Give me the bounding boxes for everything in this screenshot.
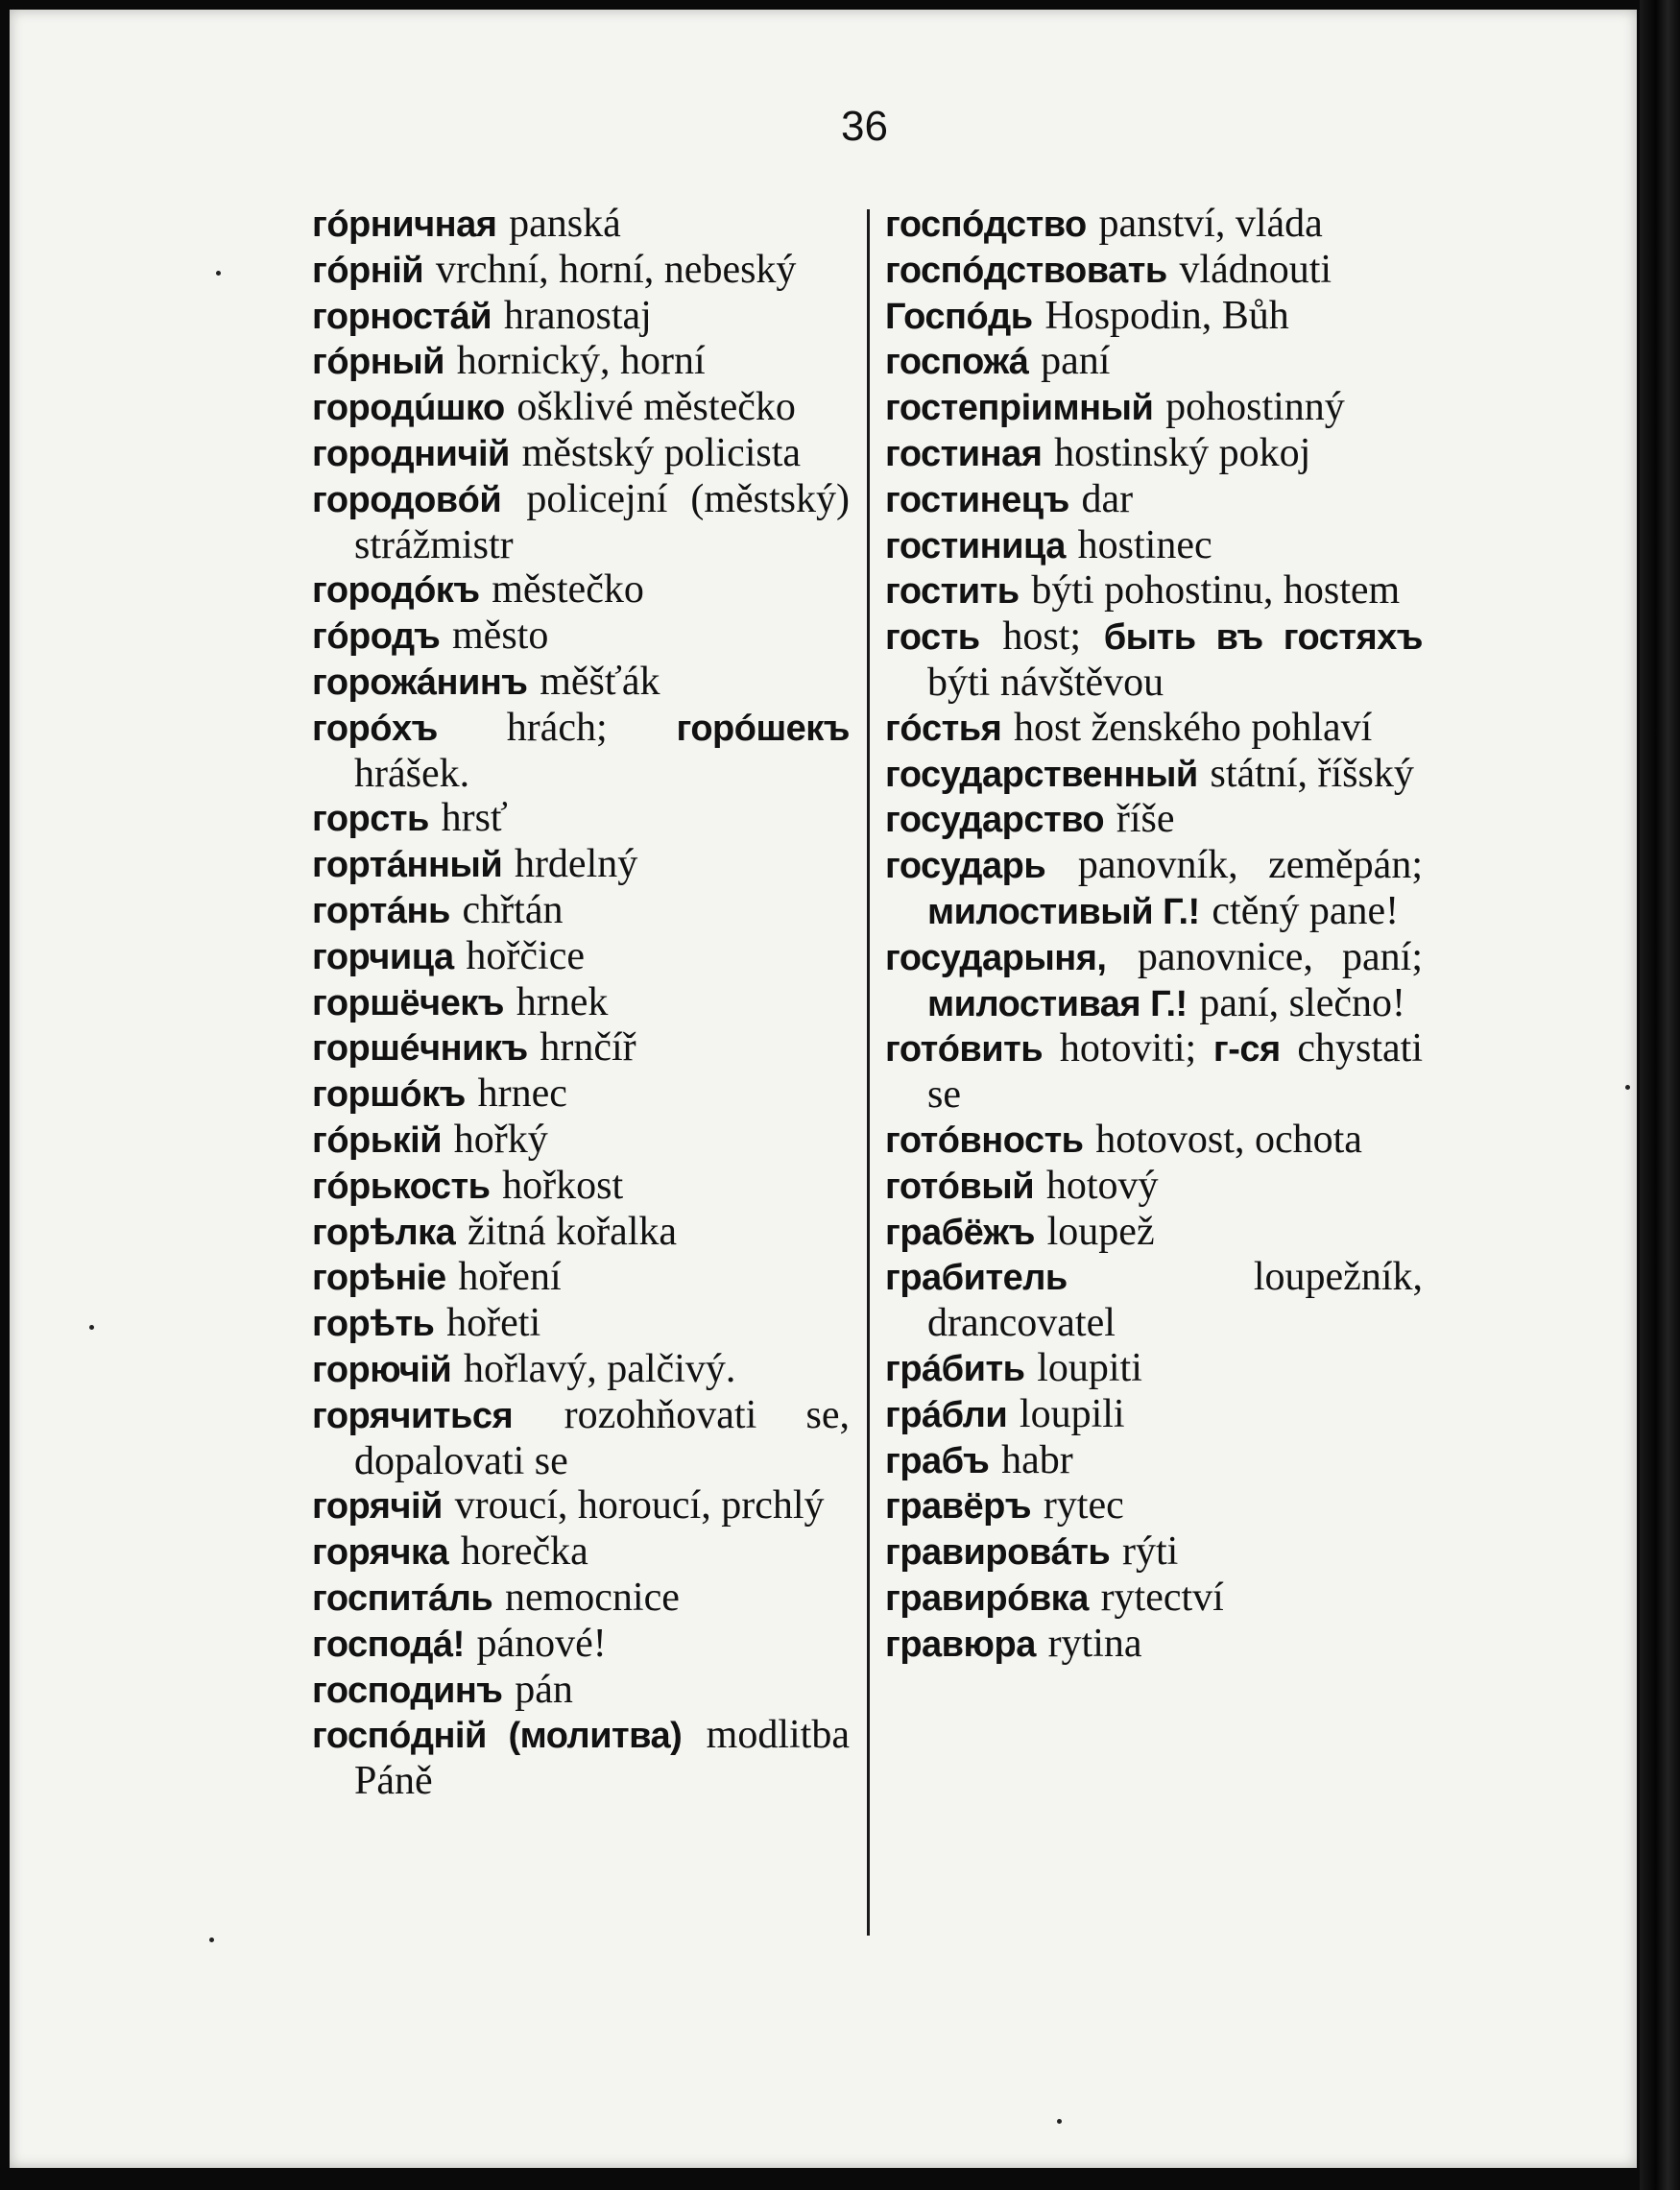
entry-definition: dar bbox=[1081, 476, 1134, 521]
dictionary-entry bbox=[885, 523, 1423, 569]
dictionary-entry bbox=[312, 1210, 850, 1256]
entry-definition: pánové! bbox=[476, 1621, 607, 1666]
entry-definition: hořký bbox=[453, 1117, 548, 1162]
entry-definition: host; bbox=[1002, 614, 1082, 660]
dictionary-entry bbox=[312, 567, 850, 614]
entry-definition: rozohňovati se, dopalovati se bbox=[354, 1392, 850, 1483]
entry-phrase: милостивая Г.! bbox=[927, 983, 1188, 1024]
dictionary-entry bbox=[885, 706, 1423, 752]
entry-phrase: быть въ гостяхъ bbox=[1103, 617, 1424, 659]
entry-definition: hrnec bbox=[477, 1071, 567, 1117]
dictionary-entry bbox=[312, 614, 850, 660]
entry-headword: горючій bbox=[312, 1349, 452, 1390]
dictionary-entry bbox=[885, 294, 1423, 340]
entry-headword: горячиться bbox=[312, 1395, 514, 1436]
left-column bbox=[312, 202, 850, 1804]
dictionary-entry bbox=[312, 1164, 850, 1210]
dictionary-entry bbox=[885, 797, 1423, 843]
entry-definition: hořčice bbox=[466, 933, 585, 978]
dictionary-entry bbox=[885, 339, 1423, 385]
dictionary-entry bbox=[312, 1347, 850, 1393]
entry-definition: hrách; bbox=[506, 705, 608, 750]
entry-headword: гóрній bbox=[312, 250, 424, 291]
entry-phrase: милостивый Г.! bbox=[927, 891, 1200, 932]
dictionary-entry bbox=[312, 431, 850, 477]
entry-definition: hranostaj bbox=[503, 293, 652, 338]
dictionary-entry bbox=[885, 431, 1423, 477]
entry-definition: státní, říšský bbox=[1210, 751, 1414, 796]
entry-headword: готóвый bbox=[885, 1166, 1035, 1207]
entry-headword: государство bbox=[885, 800, 1105, 841]
entry-definition: pohostinný bbox=[1165, 385, 1345, 430]
entry-definition: rytina bbox=[1047, 1621, 1142, 1666]
entry-definition: žitná kořalka bbox=[467, 1209, 678, 1254]
entry-headword: гортáнный bbox=[312, 845, 503, 886]
dictionary-entry bbox=[312, 1576, 850, 1622]
dictionary-entry bbox=[885, 202, 1423, 248]
dictionary-entry bbox=[312, 980, 850, 1026]
entry-definition: panovnice, paní; bbox=[1137, 934, 1424, 979]
dictionary-entry bbox=[885, 568, 1423, 614]
entry-headword: гостить bbox=[885, 571, 1020, 613]
entry-headword: грабёжъ bbox=[885, 1212, 1035, 1253]
entry-definition: měšťák bbox=[540, 659, 660, 704]
entry-definition: hoření bbox=[458, 1255, 562, 1300]
entry-phrase: г-ся bbox=[1212, 1029, 1281, 1071]
entry-definition: vrchní, horní, nebeský bbox=[435, 247, 797, 292]
entry-headword: готóвность bbox=[885, 1119, 1084, 1161]
dictionary-entry bbox=[312, 339, 850, 385]
entry-headword: горóхъ bbox=[312, 708, 438, 749]
dictionary-entry bbox=[312, 294, 850, 340]
dictionary-entry bbox=[885, 477, 1423, 523]
page-number: 36 bbox=[841, 103, 888, 150]
dictionary-entry bbox=[885, 248, 1423, 294]
entry-definition: loupiti bbox=[1037, 1345, 1142, 1390]
entry-definition: hotoviti; bbox=[1059, 1026, 1197, 1071]
entry-definition: rytectví bbox=[1100, 1575, 1224, 1620]
entry-headword: горсть bbox=[312, 799, 429, 840]
entry-headword: городúшко bbox=[312, 388, 505, 429]
entry-headword: госпóдствовать bbox=[885, 250, 1167, 291]
dictionary-entry bbox=[885, 843, 1423, 935]
dust-speck bbox=[1057, 2119, 1062, 2124]
entry-definition: loupili bbox=[1019, 1391, 1125, 1436]
dust-speck bbox=[216, 271, 221, 276]
entry-headword: гравюра bbox=[885, 1624, 1036, 1665]
entry-headword: гравёръ bbox=[885, 1486, 1032, 1528]
entry-definition: panovník, zeměpán; bbox=[1077, 843, 1423, 888]
entry-phrase-definition: býti návštěvou bbox=[927, 660, 1164, 705]
entry-definition: hrsť bbox=[441, 796, 508, 841]
dictionary-entry bbox=[312, 1668, 850, 1714]
entry-phrase-definition: hrášek. bbox=[354, 751, 470, 796]
entry-headword: горожáнинъ bbox=[312, 662, 528, 703]
entry-definition: rýti bbox=[1122, 1529, 1179, 1575]
dictionary-entry bbox=[312, 706, 850, 797]
dictionary-entry bbox=[885, 614, 1423, 706]
dictionary-entry bbox=[312, 660, 850, 706]
dictionary-entry bbox=[312, 1301, 850, 1347]
right-column bbox=[885, 202, 1423, 1668]
entry-definition: hostinec bbox=[1077, 522, 1212, 567]
entry-headword: гостиница bbox=[885, 525, 1066, 566]
dictionary-entry bbox=[885, 385, 1423, 431]
entry-definition: hostinský pokoj bbox=[1054, 430, 1311, 475]
entry-headword: грабитель bbox=[885, 1258, 1068, 1299]
entry-definition: hořkost bbox=[502, 1163, 624, 1208]
dictionary-entry bbox=[885, 1118, 1423, 1164]
entry-headword: городничій bbox=[312, 433, 510, 474]
dictionary-entry bbox=[312, 1255, 850, 1301]
entry-headword: государственный bbox=[885, 754, 1198, 795]
entry-definition: hořlavý, palčivý. bbox=[463, 1346, 736, 1391]
entry-headword: грабъ bbox=[885, 1440, 990, 1481]
entry-definition: paní bbox=[1041, 339, 1111, 384]
dictionary-entry bbox=[312, 477, 850, 568]
page-edge-shadow bbox=[1640, 0, 1680, 2190]
entry-definition: hotovost, ochota bbox=[1095, 1117, 1362, 1162]
entry-headword: госпитáль bbox=[312, 1577, 493, 1619]
entry-headword: госпóдство bbox=[885, 205, 1087, 245]
entry-headword: горшéчникъ bbox=[312, 1028, 528, 1070]
entry-definition: hrdelný bbox=[514, 842, 638, 887]
entry-definition: hotový bbox=[1045, 1163, 1159, 1208]
entry-headword: Госпóдь bbox=[885, 296, 1033, 337]
entry-definition: hořeti bbox=[446, 1301, 541, 1346]
dictionary-entry bbox=[885, 1346, 1423, 1392]
entry-definition: loupežník, drancovatel bbox=[927, 1255, 1423, 1346]
dictionary-entry bbox=[312, 796, 850, 842]
dictionary-entry bbox=[312, 1713, 850, 1804]
dictionary-entry bbox=[312, 934, 850, 980]
entry-definition: habr bbox=[1001, 1437, 1073, 1482]
entry-headword: гóрничная bbox=[312, 205, 497, 245]
entry-headword: госпожá bbox=[885, 342, 1029, 383]
entry-headword: гостинецъ bbox=[885, 479, 1069, 520]
entry-definition: pán bbox=[515, 1667, 573, 1712]
dictionary-entry bbox=[885, 1255, 1423, 1346]
entry-definition: Hospodin, Bůh bbox=[1044, 293, 1289, 338]
entry-definition: ošklivé městečko bbox=[516, 385, 796, 430]
dictionary-entry bbox=[885, 1026, 1423, 1118]
entry-definition: vroucí, horoucí, prchlý bbox=[454, 1483, 825, 1528]
entry-definition: panská bbox=[509, 202, 621, 246]
dictionary-entry bbox=[885, 1576, 1423, 1622]
entry-headword: горѣть bbox=[312, 1304, 435, 1345]
entry-definition: chřtán bbox=[462, 887, 564, 932]
entry-phrase-definition: paní, slečno! bbox=[1199, 980, 1405, 1025]
entry-headword: гортáнь bbox=[312, 890, 450, 931]
entry-phrase: горóшекъ bbox=[676, 708, 851, 749]
entry-definition: říše bbox=[1116, 797, 1175, 842]
dictionary-entry bbox=[312, 1118, 850, 1164]
entry-definition: městský policista bbox=[521, 430, 802, 475]
entry-phrase-definition: ctěný pane! bbox=[1212, 888, 1400, 933]
dictionary-entry bbox=[885, 935, 1423, 1027]
entry-phrase-definition: chystati se bbox=[927, 1026, 1424, 1118]
dictionary-entry bbox=[312, 248, 850, 294]
dictionary-entry bbox=[312, 1529, 850, 1576]
entry-definition: policejní (městský) strážmistr bbox=[354, 476, 850, 567]
entry-headword: господá! bbox=[312, 1624, 465, 1665]
entry-headword: гравировáть bbox=[885, 1532, 1111, 1574]
entry-definition: městečko bbox=[492, 567, 644, 613]
dictionary-entry bbox=[312, 888, 850, 934]
entry-headword: горностáй bbox=[312, 296, 492, 337]
column-divider bbox=[867, 209, 870, 1936]
dictionary-entry bbox=[885, 1210, 1423, 1256]
dictionary-entry bbox=[312, 842, 850, 888]
entry-headword: горшóкъ bbox=[312, 1074, 466, 1116]
entry-headword: горѣніе bbox=[312, 1258, 446, 1299]
entry-definition: modlitba Páně bbox=[354, 1713, 850, 1804]
dictionary-entry bbox=[312, 1622, 850, 1668]
entry-headword: гóрный bbox=[312, 342, 445, 383]
dictionary-entry bbox=[312, 202, 850, 248]
dictionary-entry bbox=[885, 1438, 1423, 1484]
entry-headword: гóродъ bbox=[312, 616, 441, 658]
entry-headword: горшёчекъ bbox=[312, 982, 504, 1023]
entry-definition: hornický, horní bbox=[456, 339, 706, 384]
dictionary-entry bbox=[312, 1393, 850, 1484]
entry-headword: грáбли bbox=[885, 1394, 1008, 1435]
dictionary-entry bbox=[885, 1164, 1423, 1210]
dust-speck bbox=[1625, 1085, 1630, 1090]
entry-headword: гость bbox=[885, 617, 980, 659]
entry-headword: гостиная bbox=[885, 433, 1043, 474]
dictionary-entry bbox=[885, 1529, 1423, 1576]
entry-headword: горѣлка bbox=[312, 1212, 456, 1253]
entry-definition: panství, vláda bbox=[1098, 202, 1323, 246]
entry-headword: гостепріимный bbox=[885, 388, 1154, 429]
entry-definition: hrnek bbox=[516, 979, 609, 1024]
entry-headword: горячій bbox=[312, 1486, 443, 1528]
dictionary-entry bbox=[312, 1025, 850, 1071]
dust-speck bbox=[209, 1937, 214, 1942]
entry-headword: горячка bbox=[312, 1532, 449, 1574]
entry-headword: государь bbox=[885, 846, 1046, 887]
entry-headword: грáбить bbox=[885, 1348, 1025, 1389]
entry-definition: město bbox=[452, 614, 549, 659]
entry-headword: гóрькость bbox=[312, 1166, 491, 1207]
dictionary-entry bbox=[885, 1622, 1423, 1668]
entry-definition: horečka bbox=[460, 1529, 588, 1575]
entry-headword: гóрькій bbox=[312, 1119, 443, 1161]
entry-headword: готóвить bbox=[885, 1029, 1044, 1071]
entry-definition: hrnčíř bbox=[540, 1025, 636, 1071]
entry-headword: гравирóвка bbox=[885, 1577, 1089, 1619]
dictionary-entry bbox=[885, 1392, 1423, 1438]
entry-definition: rytec bbox=[1043, 1483, 1124, 1528]
entry-headword: городóкъ bbox=[312, 570, 480, 612]
entry-headword: гóстья bbox=[885, 708, 1002, 749]
entry-definition: host ženského pohlaví bbox=[1014, 705, 1373, 750]
dust-speck bbox=[89, 1325, 94, 1330]
dictionary-entry bbox=[312, 1483, 850, 1529]
entry-definition: býti pohostinu, hostem bbox=[1031, 568, 1401, 614]
entry-headword: государыня, bbox=[885, 937, 1107, 978]
entry-headword: городовóй bbox=[312, 479, 502, 520]
dictionary-entry bbox=[885, 752, 1423, 798]
entry-headword: горчица bbox=[312, 936, 454, 977]
entry-definition: nemocnice bbox=[504, 1575, 680, 1620]
dictionary-entry bbox=[312, 385, 850, 431]
entry-definition: loupež bbox=[1046, 1209, 1155, 1254]
entry-definition: vládnouti bbox=[1179, 247, 1332, 292]
dictionary-entry bbox=[885, 1483, 1423, 1529]
entry-headword: госпóдній (молитва) bbox=[312, 1716, 683, 1757]
entry-headword: господинъ bbox=[312, 1670, 503, 1711]
dictionary-entry bbox=[312, 1071, 850, 1118]
